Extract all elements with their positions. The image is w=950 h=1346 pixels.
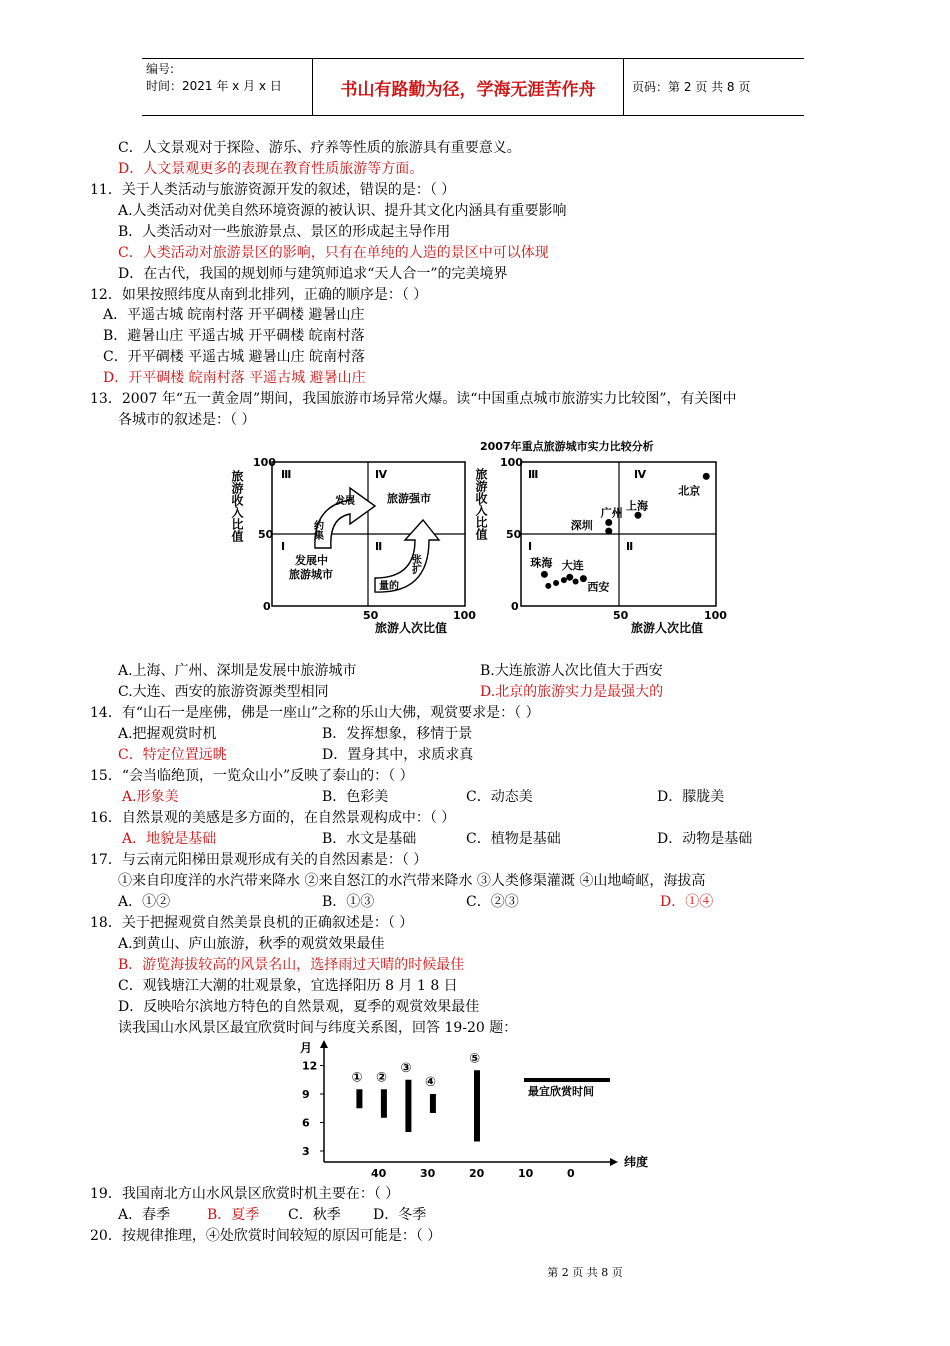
fig19-bar-label-3: ③	[400, 1060, 412, 1076]
q20-stem: 20．按规律推理，④处欣赏时间较短的原因可能是：（ ）	[90, 1228, 442, 1244]
fig19-bar-label-1: ①	[351, 1070, 363, 1086]
city-point-2	[605, 519, 612, 526]
fig13-left-diagram	[225, 448, 475, 638]
city-label-1: 上海	[626, 499, 648, 513]
fig13-left-arrow-text-4: 量的	[379, 581, 399, 592]
fig19-xtick-10: 10	[518, 1167, 534, 1180]
q19-stem: 19．我国南北方山水风景区欣赏时机主要在：（ ）	[90, 1186, 400, 1202]
city-point-1	[635, 512, 642, 519]
city-label-4: 珠海	[530, 556, 553, 570]
fig13-left-ytick-50: 50	[258, 528, 274, 541]
fig13-right-title: 2007年重点旅游城市实力比较分析	[480, 440, 654, 453]
fig19-ylabel: 月	[300, 1041, 313, 1055]
city-point-4	[541, 571, 548, 578]
q18-option-c: C．观钱塘江大潮的壮观景象，宜选择阳历 8 月 1 8 日	[118, 978, 458, 994]
fig19-xlabel: 纬度	[624, 1155, 649, 1169]
q13-option-d: D.北京的旅游实力是最强大的	[480, 684, 664, 700]
fig19-legend-text: 最宜欣赏时间	[528, 1085, 594, 1098]
city-label-3: 深圳	[570, 519, 593, 533]
motto: 书山有路勤为径，学海无涯苦作舟	[312, 59, 624, 115]
fig13-right-ytick-0: 0	[511, 600, 519, 613]
q16-option-a: A．地貌是基础	[122, 831, 217, 847]
city-point-0	[703, 473, 710, 480]
q15-option-b: B．色彩美	[322, 789, 389, 805]
q12-option-b: B．避暑山庄 平遥古城 开平碉楼 皖南村落	[103, 328, 365, 344]
q19-option-c: C．秋季	[288, 1207, 341, 1223]
q10-option-c: C．人文景观对于探险、游乐、疗养等性质的旅游具有重要意义。	[118, 140, 521, 156]
q17-stem: 17．与云南元阳梯田景观形成有关的自然因素是：（ ）	[90, 852, 428, 868]
fig19-ytick-3: 3	[302, 1145, 310, 1158]
q11-option-a: A.人类活动对优美自然环境资源的被认识、提升其文化内涵具有重要影响	[118, 203, 567, 219]
q17-option-c: C．②③	[466, 894, 519, 910]
q19-option-a: A．春季	[118, 1207, 171, 1223]
q17-statements: ①来自印度洋的水汽带来降水 ②来自怒江的水汽带来降水 ③人类修渠灌溉 ④山地崎岖，海拔高	[118, 873, 706, 889]
q11-option-c: C．人类活动对旅游景区的影响，只有在单纯的人造的景区中可以体现	[118, 245, 549, 261]
time-label: 时间：2021 年 x 月 x 日	[146, 79, 282, 93]
q12-option-d: D．开平碉楼 皖南村落 平遥古城 避暑山庄	[103, 370, 366, 386]
q18-option-d: D．反映哈尔滨地方特色的自然景观，夏季的观赏效果最佳	[118, 999, 480, 1015]
fig19-bar-5	[474, 1070, 480, 1141]
q14-option-c: C．特定位置远眺	[118, 747, 227, 763]
fig13-right-q2: Ⅱ	[626, 540, 634, 553]
fig13-right-xtick-100: 100	[704, 609, 727, 622]
q17-option-d: D．①④	[660, 894, 714, 910]
q15-option-c: C．动态美	[466, 789, 533, 805]
q16-option-c: C．植物是基础	[466, 831, 561, 847]
cluster-point-0	[545, 583, 551, 589]
q13-stem-line1: 13．2007 年“五一黄金周”期间，我国旅游市场异常火爆。读“中国重点城市旅游实力比较图”，有关图中	[90, 391, 737, 407]
q14-option-a: A.把握观赏时机	[118, 726, 217, 742]
city-label-6: 西安	[587, 580, 610, 594]
q19-option-d: D．冬季	[373, 1207, 427, 1223]
fig19-bar-label-2: ②	[375, 1070, 387, 1086]
q17-option-b: B．①③	[322, 894, 375, 910]
q12-option-c: C．开平碉楼 平遥古城 避暑山庄 皖南村落	[103, 349, 366, 365]
fig13-left-arrow-text-2: 约集	[311, 520, 323, 540]
city-label-5: 大连	[561, 559, 584, 573]
q14-stem: 14．有“山石一是座佛，佛是一座山”之称的乐山大佛，观赏要求是：（ ）	[90, 705, 540, 721]
q15-option-d: D．朦胧美	[657, 789, 725, 805]
fig13-right-xtick-50: 50	[613, 609, 629, 622]
city-point-3	[605, 528, 612, 535]
fig13-left-developing-1: 发展中	[295, 554, 328, 567]
q13-option-a: A.上海、广州、深圳是发展中旅游城市	[118, 663, 357, 679]
fig19-xtick-20: 20	[469, 1167, 485, 1180]
q13-stem-line2: 各城市的叙述是：（ ）	[118, 412, 256, 428]
fig13-left-ytick-100: 100	[253, 456, 276, 469]
fig13-left-xtick-100: 100	[453, 609, 476, 622]
header-left	[146, 61, 282, 95]
city-label-0: 北京	[678, 484, 701, 498]
fig13-left-q2: Ⅱ	[375, 540, 383, 553]
q18-lead-text: 读我国山水风景区最宜欣赏时间与纬度关系图，回答 19-20 题：	[118, 1020, 518, 1036]
q16-option-d: D．动物是基础	[657, 831, 753, 847]
fig19-ytick-6: 6	[302, 1116, 310, 1130]
q15-stem: 15．“会当临绝顶，一览众山小”反映了泰山的：（ ）	[90, 768, 414, 784]
q15-option-a: A.形象美	[122, 789, 179, 805]
fig13-left-ylabel: 旅游收入比值	[230, 470, 244, 542]
q11-option-d: D．在古代，我国的规划师与建筑师追求“天人合一”的完美境界	[118, 266, 508, 282]
cluster-point-2	[561, 577, 567, 583]
page-header	[142, 58, 804, 116]
fig13-left-xtick-50: 50	[363, 609, 379, 622]
page-footer: 第 2 页 共 8 页	[547, 1266, 623, 1279]
q13-option-b: B.大连旅游人次比值大于西安	[480, 663, 663, 679]
fig13-right-ytick-50: 50	[506, 528, 522, 541]
fig13-left-ytick-0: 0	[263, 600, 271, 613]
fig19-xtick-0: 0	[567, 1167, 575, 1180]
cluster-point-1	[553, 580, 559, 586]
fig19-bar-label-5: ⑤	[469, 1051, 481, 1067]
q18-option-b: B．游览海拔较高的风景名山，选择雨过天晴的时候最佳	[118, 957, 465, 973]
fig19-chart	[290, 1038, 660, 1178]
fig13-left-arrow-text-1: 发展	[335, 496, 355, 507]
fig19-ytick-12: 12	[302, 1059, 318, 1073]
q14-option-b: B．发挥想象，移情于景	[322, 726, 473, 742]
q19-option-b: B．夏季	[207, 1207, 260, 1223]
fig19-bar-label-4: ④	[424, 1075, 436, 1090]
city-point-6	[580, 575, 587, 582]
q12-option-a: A．平遥古城 皖南村落 开平碉楼 避暑山庄	[103, 307, 365, 323]
fig13-right-ytick-100: 100	[500, 456, 523, 469]
fig13-left-strong: 旅游强市	[387, 492, 431, 505]
fig13-left-q4: Ⅳ	[375, 468, 388, 481]
fig13-right-xlabel: 旅游人次比值	[631, 621, 704, 635]
q11-stem: 11．关于人类活动与旅游资源开发的叙述，错误的是：（ ）	[90, 182, 456, 198]
q16-option-b: B．水文是基础	[322, 831, 417, 847]
q10-option-d: D．人文景观更多的表现在教育性质旅游等方面。	[118, 161, 424, 177]
fig19-xtick-40: 40	[371, 1167, 387, 1180]
q16-stem: 16．自然景观的美感是多方面的，在自然景观构成中：（ ）	[90, 810, 456, 826]
fig13-left-arrow-text-3: 张扩	[409, 554, 421, 574]
fig13-right-q3: Ⅲ	[528, 468, 539, 481]
q13-option-c: C.大连、西安的旅游资源类型相同	[118, 684, 329, 700]
city-label-2: 广州	[600, 506, 623, 520]
fig19-bar-4	[430, 1094, 436, 1113]
q18-option-a: A.到黄山、庐山旅游，秋季的观赏效果最佳	[118, 936, 385, 952]
fig13-right-q1: Ⅰ	[528, 540, 533, 553]
q14-option-d: D．置身其中，求质求真	[322, 747, 474, 763]
fig19-xtick-30: 30	[420, 1167, 436, 1180]
page-label: 页码：第 2 页 共 8 页	[632, 80, 751, 94]
city-point-5	[566, 574, 573, 581]
fig19-bar-1	[356, 1089, 362, 1108]
q17-option-a: A．①②	[118, 894, 171, 910]
fig13-left-developing-2: 旅游城市	[289, 568, 333, 581]
q18-stem: 18．关于把握观赏自然美景良机的正确叙述是：（ ）	[90, 915, 414, 931]
fig13-left-q1: Ⅰ	[281, 540, 286, 553]
fig19-ytick-9: 9	[302, 1088, 310, 1101]
number-label: 编号:	[146, 62, 175, 76]
fig13-right-ylabel: 旅游收入比值	[474, 468, 488, 540]
fig13-left-xlabel: 旅游人次比值	[375, 621, 448, 635]
fig13-right-q4: Ⅳ	[634, 468, 647, 481]
q12-stem: 12．如果按照纬度从南到北排列，正确的顺序是：（ ）	[90, 287, 428, 303]
fig19-bar-3	[405, 1080, 411, 1132]
fig13-left-q3: Ⅲ	[281, 468, 292, 481]
q11-option-b: B．人类活动对一些旅游景点、景区的形成起主导作用	[118, 224, 451, 240]
fig19-bar-2	[381, 1089, 387, 1118]
fig13-right-chart	[476, 436, 736, 641]
cluster-point-3	[573, 579, 579, 585]
